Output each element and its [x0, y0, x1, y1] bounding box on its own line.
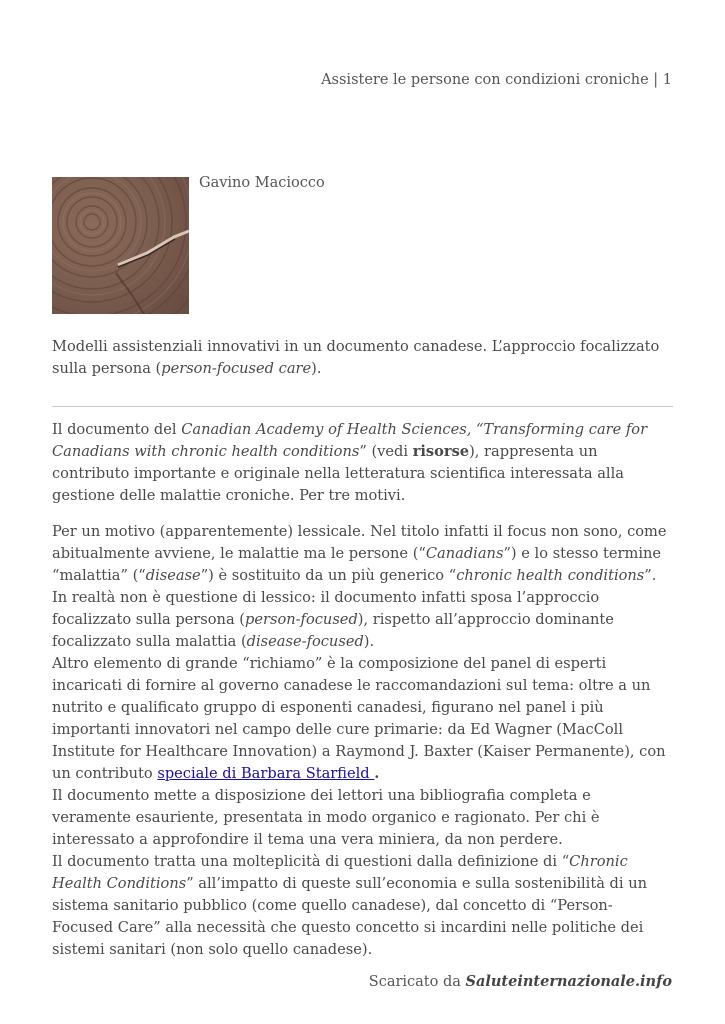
- page-footer: Scaricato da Saluteinternazionale.info: [368, 973, 672, 990]
- author-name: Gavino Maciocco: [199, 175, 325, 191]
- author-thumbnail: [52, 177, 189, 314]
- wood-rings-image: [52, 177, 189, 314]
- paragraph-1: Il documento del Canadian Academy of Health Sciences, “Transforming care for Canadians with chronic health conditions” (vedi risorse), rappresenta un contributo importante e originale nella letteratura scientifica interessata alla gestione delle malattie croniche. Per tre motivi.: [52, 421, 648, 504]
- intro-paragraph: Modelli assistenziali innovativi in un documento canadese. L’approccio focalizzato sulla persona (person-focused care).: [52, 338, 660, 377]
- article-body: [52, 336, 673, 961]
- page-header-title: Assistere le persone con condizioni croniche | 1: [321, 72, 672, 88]
- site-name: Saluteinternazionale.info: [465, 973, 672, 990]
- paragraph-4: Il documento mette a disposizione dei lettori una bibliografia completa e veramente esauriente, presentata in modo organico e ragionato. Per chi è interessato a approfondire il tema una vera miniera, da non perdere.: [52, 787, 600, 848]
- starfield-link[interactable]: speciale di Barbara Starfield: [157, 765, 375, 782]
- paragraph-2: Per un motivo (apparentemente) lessicale. Nel titolo infatti il focus non sono, come abitualmente avviene, le malattie ma le persone (“Canadians”) e lo stesso termine “malattia” (“disease”) è sostituito da un più generico “chronic health conditions”. In realtà non è questione di lessico: il documento infatti sposa l’approccio focalizzato sulla persona (person-focused), rispetto all’approccio dominante focalizzato sulla malattia (disease-focused).: [52, 523, 667, 650]
- divider: [52, 406, 673, 407]
- paragraph-5: Il documento tratta una molteplicità di questioni dalla definizione di “Chronic Health Conditions” all’impatto di queste sull’economia e sulla sostenibilità di un sistema sanitario pubblico (come quello canadese), dal concetto di “Person-Focused Care” alla necessità che questo concetto si incardini nelle politiche dei sistemi sanitari (non solo quello canadese).: [52, 853, 647, 958]
- paragraph-3: Altro elemento di grande “richiamo” è la composizione del panel di esperti incaricati di fornire al governo canadese le raccomandazioni sul tema: oltre a un nutrito e qualificato gruppo di esponenti canadesi, figurano nel panel i più importanti innovatori nel campo delle cure primarie: da Ed Wagner (MacColl Institute for Healthcare Innovation) a Raymond J. Baxter (Kaiser Permanente), con un contributo speciale di Barbara Starfield .: [52, 655, 666, 782]
